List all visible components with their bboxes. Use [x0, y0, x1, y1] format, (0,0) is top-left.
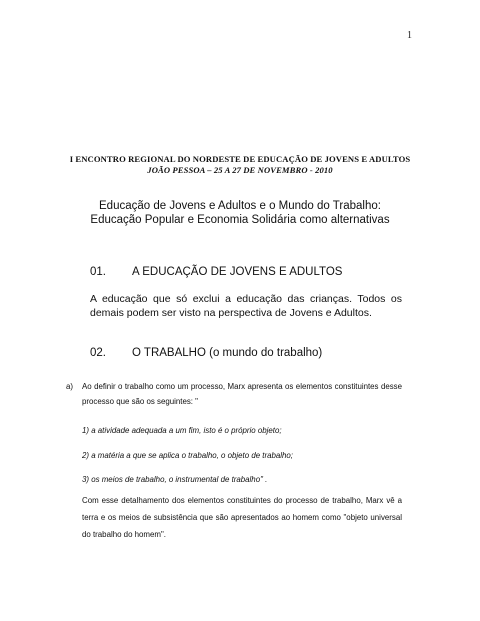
section-01-body: A educação que só exclui a educação das crianças. Todos os demais podem ser visto na perspectiva de Jovens e Adultos. [90, 293, 402, 319]
page-number: 1 [407, 30, 412, 41]
process-element-3: 3) os meios de trabalho, o instrumental de trabalho" . [82, 475, 268, 484]
document-subtitle: Educação Popular e Economia Solidária como alternativas [90, 214, 390, 226]
list-marker: a) [66, 382, 74, 391]
closing-paragraph: Com esse detalhamento dos elementos constituintes do processo de trabalho, Marx vê a terra e os meios de subsistência que são apresentados ao homem como "objeto universal do trabalho do homem". [82, 496, 402, 539]
list-item-text: Ao definir o trabalho como um processo, Marx apresenta os elementos constituintes desse processo que são os seguintes: " [82, 382, 402, 406]
process-element-1: 1) a atividade adequada a um fim, isto é o próprio objeto; [82, 426, 282, 435]
section-title: O TRABALHO (o mundo do trabalho) [132, 347, 323, 359]
process-element-2: 2) a matéria a que se aplica o trabalho, o objeto de trabalho; [82, 451, 293, 460]
event-title [40, 154, 440, 176]
event-name: I ENCONTRO REGIONAL DO NORDESTE DE EDUCAÇÃO DE JOVENS E ADULTOS [69, 154, 411, 164]
event-location-date: JOÃO PESSOA – 25 A 27 DE NOVEMBRO - 2010 [147, 165, 333, 175]
document-title [40, 199, 440, 227]
document-title-line-1: Educação de Jovens e Adultos e o Mundo do Trabalho: [99, 200, 381, 212]
section-heading-02 [90, 346, 322, 360]
section-number: 01. [90, 266, 106, 278]
list-item-a [66, 380, 402, 409]
section-number: 02. [90, 347, 106, 359]
section-title: A EDUCAÇÃO DE JOVENS E ADULTOS [132, 266, 343, 278]
section-heading-01 [90, 265, 342, 279]
